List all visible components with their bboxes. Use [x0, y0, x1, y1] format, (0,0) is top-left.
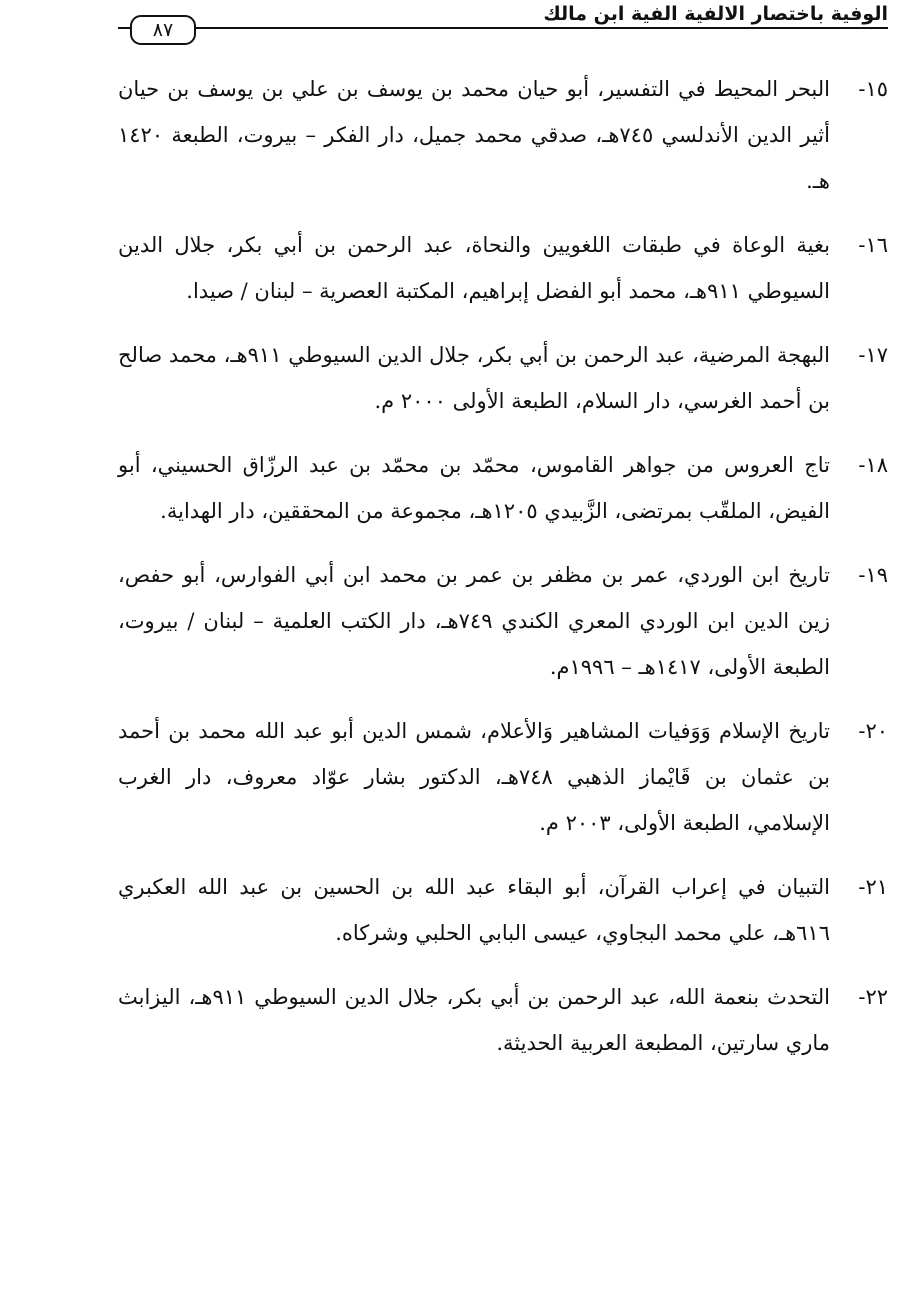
- bibliography-entry: [118, 864, 888, 956]
- entry-number: ٢٠-: [858, 719, 888, 743]
- entry-number: ١٧-: [858, 343, 888, 367]
- bibliography-entry: [118, 332, 888, 424]
- entry-text: تاج العروس من جواهر القاموس، محمّد بن محمّد بن عبد الرزّاق الحسيني، أبو الفيض، الملقّب بمرتضى، الزَّبيدي ١٢٠٥هـ، مجموعة من المحققين، دار الهداية.: [118, 453, 830, 523]
- bibliography-entry: [118, 974, 888, 1066]
- bibliography-entry: [118, 222, 888, 314]
- bibliography-entry: [118, 552, 888, 690]
- entry-text: بغية الوعاة في طبقات اللغويين والنحاة، عبد الرحمن بن أبي بكر، جلال الدين السيوطي ٩١١هـ، محمد أبو الفضل إبراهيم، المكتبة العصرية – لبنان / صيدا.: [118, 233, 830, 303]
- entry-number: ٢٢-: [858, 985, 888, 1009]
- entry-text: التبيان في إعراب القرآن، أبو البقاء عبد الله بن الحسين بن عبد الله العكبري ٦١٦هـ، علي محمد البجاوي، عيسى البابي الحلبي وشركاه.: [118, 875, 830, 945]
- entry-number: ١٥-: [858, 77, 888, 101]
- entry-text: التحدث بنعمة الله، عبد الرحمن بن أبي بكر، جلال الدين السيوطي ٩١١هـ، اليزابث ماري سارتين، المطبعة العربية الحديثة.: [118, 985, 830, 1055]
- entry-text: البهجة المرضية، عبد الرحمن بن أبي بكر، جلال الدين السيوطي ٩١١هـ، محمد صالح بن أحمد الغرسي، دار السلام، الطبعة الأولى ٢٠٠٠ م.: [118, 343, 830, 413]
- header-rule: [118, 27, 888, 29]
- entry-number: ١٨-: [858, 453, 888, 477]
- entry-text: تاريخ ابن الوردي، عمر بن مظفر بن عمر بن محمد ابن أبي الفوارس، أبو حفص، زين الدين ابن الوردي المعري الكندي ٧٤٩هـ، دار الكتب العلمية – لبنان / بيروت، الطبعة الأولى، ١٤١٧هـ – ١٩٩٦م.: [118, 563, 830, 679]
- bibliography-entry: [118, 442, 888, 534]
- page-header: [118, 0, 888, 40]
- bibliography-entry: [118, 708, 888, 846]
- entry-text: تاريخ الإسلام وَوَفيات المشاهير وَالأعلام، شمس الدين أبو عبد الله محمد بن أحمد بن عثمان بن قَايْماز الذهبي ٧٤٨هـ، الدكتور بشار عوّاد معروف، دار الغرب الإسلامي، الطبعة الأولى، ٢٠٠٣ م.: [118, 719, 831, 835]
- running-title: الوفية باختصار الالفية الفية ابن مالك: [543, 3, 888, 25]
- page-number: ٨٧: [130, 15, 196, 45]
- entry-number: ١٩-: [858, 563, 888, 587]
- entry-text: البحر المحيط في التفسير، أبو حيان محمد بن يوسف بن علي بن يوسف بن حيان أثير الدين الأندلسي ٧٤٥هـ، صدقي محمد جميل، دار الفكر – بيروت، الطبعة ١٤٢٠ هـ.: [118, 77, 830, 193]
- entry-number: ١٦-: [858, 233, 888, 257]
- bibliography-list: [118, 66, 888, 1084]
- entry-number: ٢١-: [858, 875, 888, 899]
- bibliography-entry: [118, 66, 888, 204]
